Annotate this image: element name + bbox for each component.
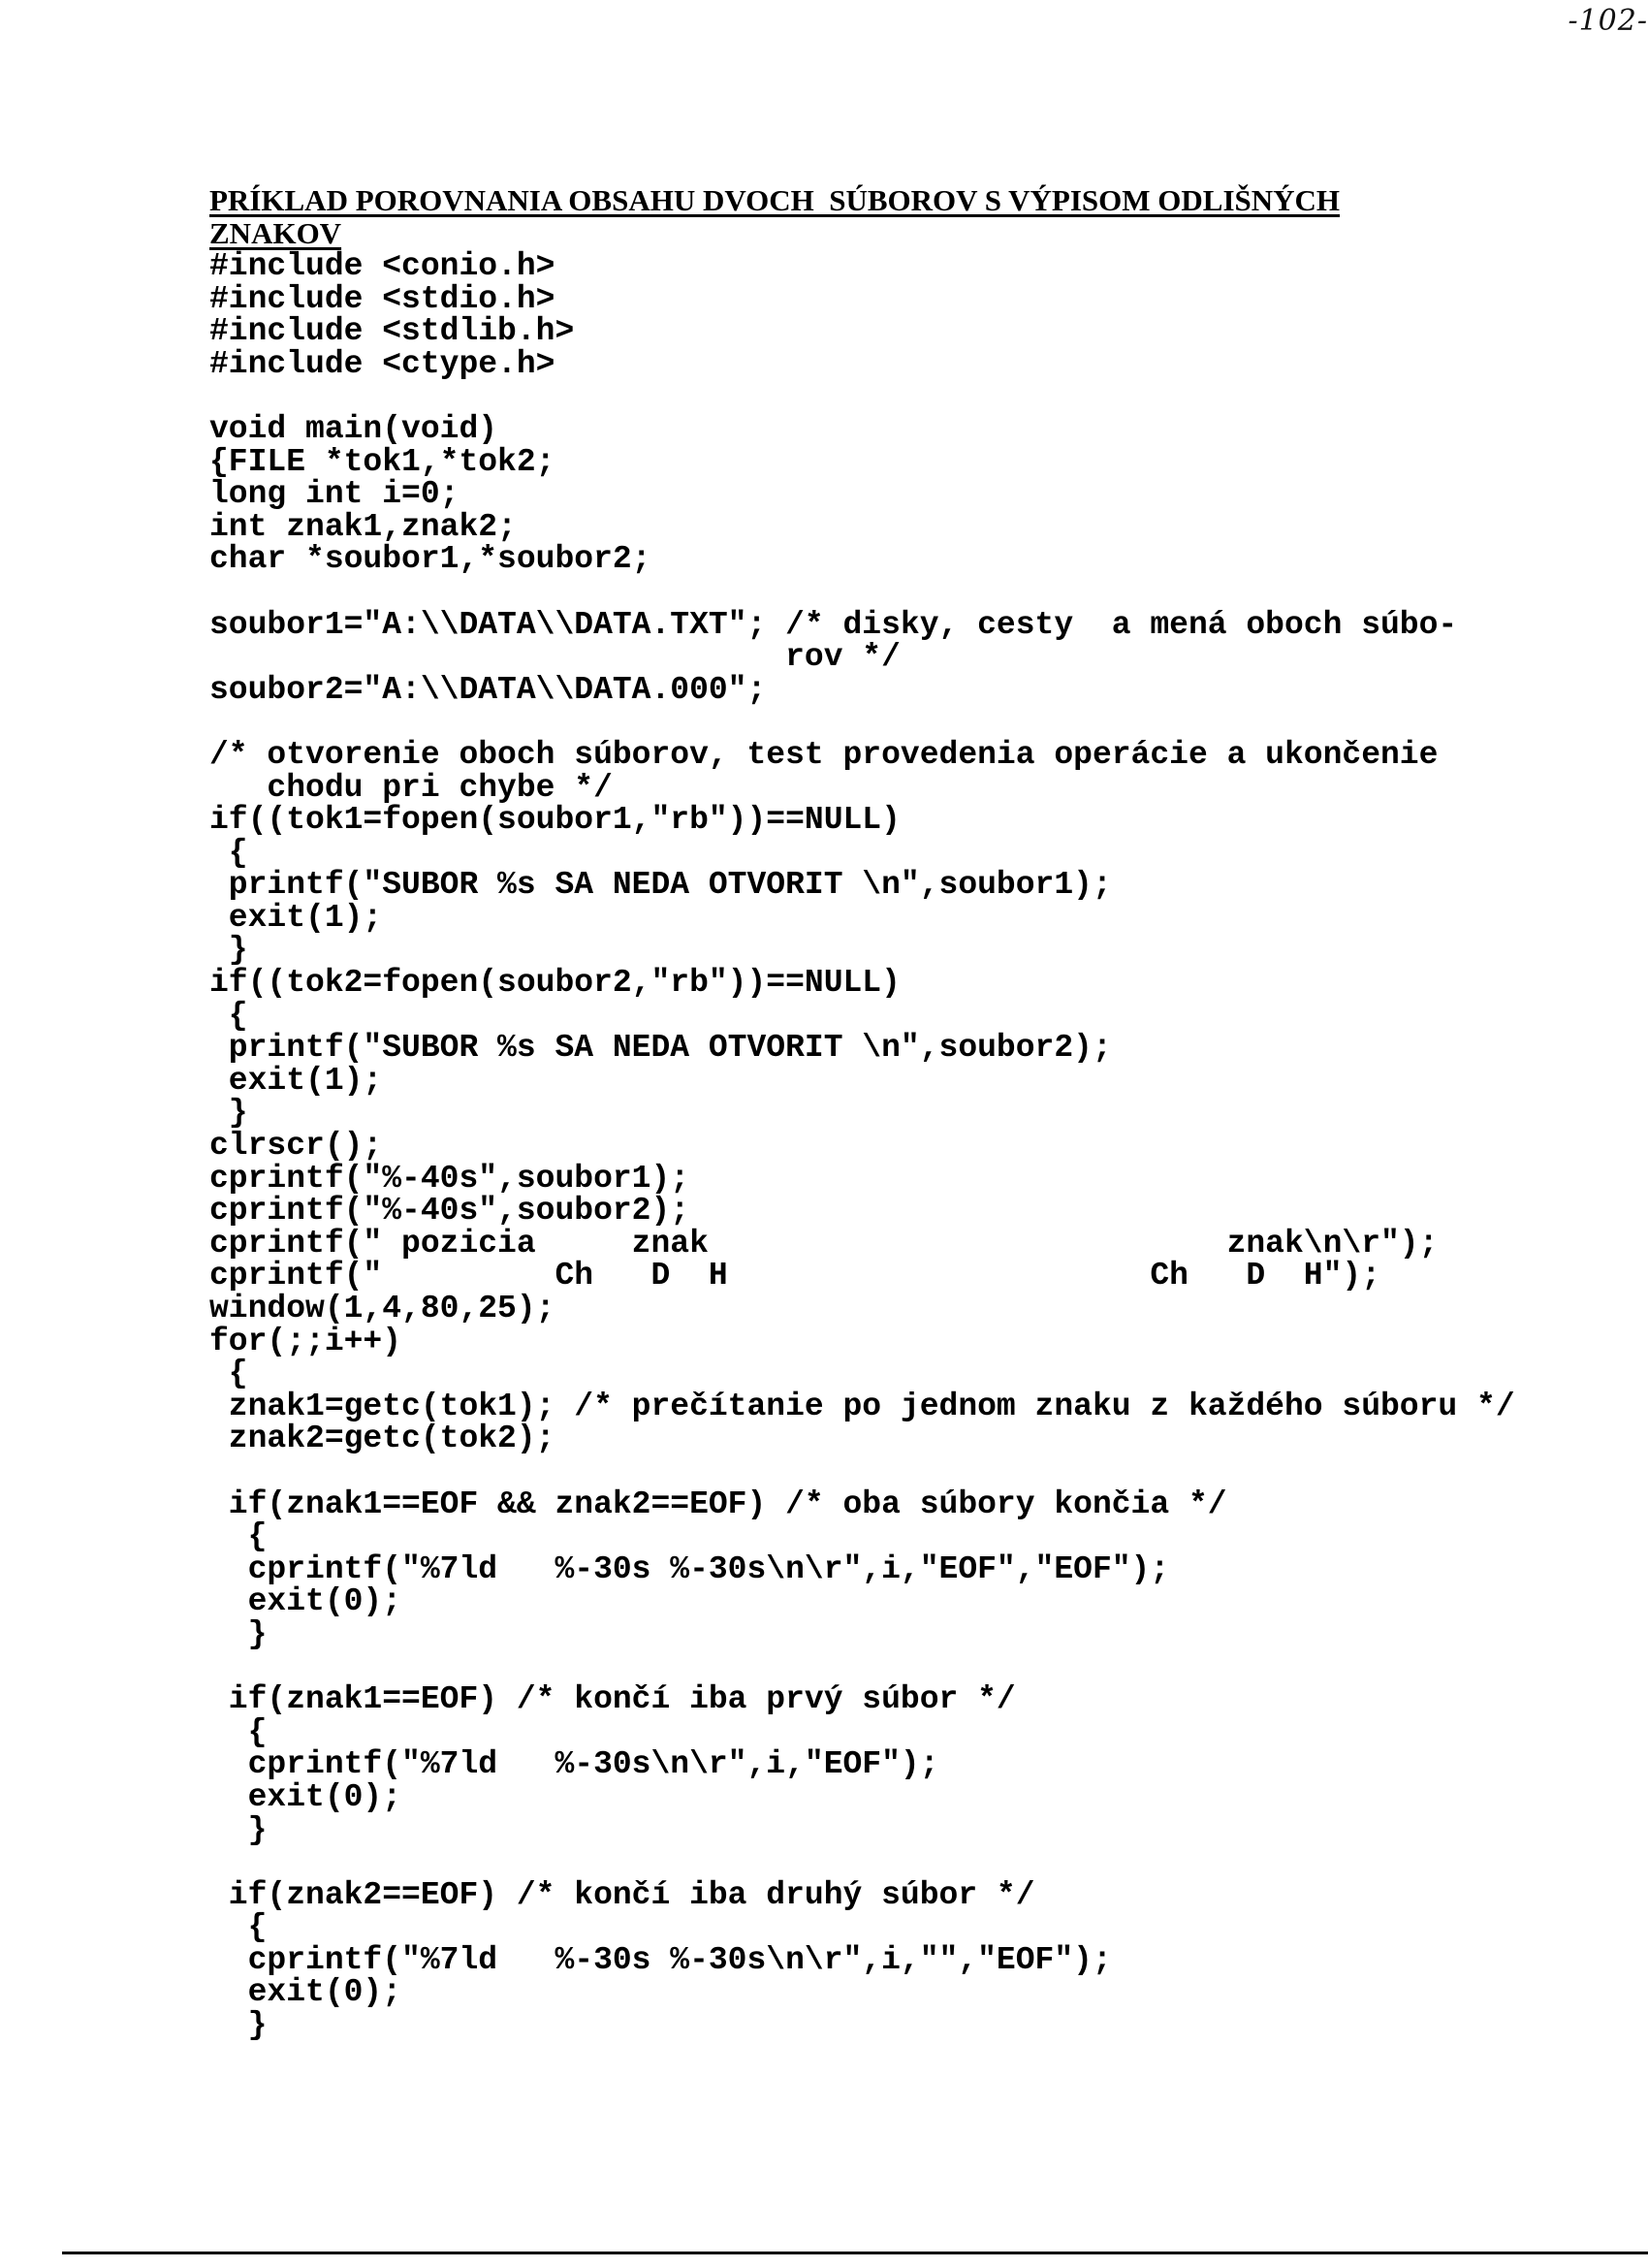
code-line: } bbox=[209, 1095, 248, 1132]
code-line: if(znak2==EOF) /* končí iba druhý súbor */ bbox=[209, 1876, 1035, 1913]
code-line: { bbox=[209, 1356, 248, 1392]
code-line: { bbox=[209, 1518, 268, 1555]
code-line: { bbox=[209, 997, 248, 1034]
code-line: #include <stdio.h> bbox=[209, 280, 555, 317]
code-line: } bbox=[209, 1615, 268, 1652]
code-line: soubor2="A:\\DATA\\DATA.000"; bbox=[209, 671, 767, 708]
code-line: if(znak1==EOF) /* končí iba prvý súbor */ bbox=[209, 1681, 1016, 1718]
document-title bbox=[209, 184, 1489, 250]
code-line: cprintf("%-40s",soubor1); bbox=[209, 1160, 690, 1197]
code-line: #include <stdlib.h> bbox=[209, 313, 575, 350]
title-line: ZNAKOV bbox=[209, 216, 342, 250]
code-line: soubor1="A:\\DATA\\DATA.TXT"; /* disky, cesty a mená oboch súbo- bbox=[209, 606, 1458, 643]
code-line: #include <ctype.h> bbox=[209, 345, 555, 382]
code-line: if((tok1=fopen(soubor1,"rb"))==NULL) bbox=[209, 802, 901, 839]
code-line: int znak1,znak2; bbox=[209, 508, 517, 545]
code-line: cprintf("%-40s",soubor2); bbox=[209, 1193, 690, 1230]
code-line: window(1,4,80,25); bbox=[209, 1291, 555, 1326]
code-line: exit(0); bbox=[209, 1583, 402, 1620]
code-line: clrscr(); bbox=[209, 1128, 383, 1165]
code-line: exit(1); bbox=[209, 899, 383, 936]
code-line: cprintf(" Ch D H Ch D H"); bbox=[209, 1258, 1380, 1294]
bottom-rule bbox=[62, 2252, 1648, 2254]
code-line: rov */ bbox=[209, 639, 901, 676]
code-listing bbox=[209, 250, 1515, 2042]
code-line: cprintf("%7ld %-30s\n\r",i,"EOF"); bbox=[209, 1746, 939, 1783]
code-line: znak1=getc(tok1); /* prečítanie po jednom znaku z každého súboru */ bbox=[209, 1388, 1515, 1424]
code-line: cprintf("%7ld %-30s %-30s\n\r",i,"","EOF"); bbox=[209, 1941, 1112, 1978]
code-line: } bbox=[209, 932, 248, 969]
code-line: { bbox=[209, 1713, 268, 1750]
code-line: exit(0); bbox=[209, 1778, 402, 1815]
code-line: exit(0); bbox=[209, 1974, 402, 2011]
code-line: } bbox=[209, 2007, 268, 2044]
code-line: if(znak1==EOF && znak2==EOF) /* oba súbory končia */ bbox=[209, 1485, 1227, 1522]
code-line: } bbox=[209, 1811, 268, 1848]
code-line: znak2=getc(tok2); bbox=[209, 1421, 555, 1457]
code-line: long int i=0; bbox=[209, 476, 460, 513]
title-line: PRÍKLAD POROVNANIA OBSAHU DVOCH SÚBOROV S VÝPISOM ODLIŠNÝCH bbox=[209, 183, 1341, 217]
code-line: { bbox=[209, 834, 248, 871]
code-line: char *soubor1,*soubor2; bbox=[209, 541, 651, 578]
code-line: for(;;i++) bbox=[209, 1323, 402, 1359]
code-line: void main(void) bbox=[209, 410, 498, 447]
code-line: cprintf("%7ld %-30s %-30s\n\r",i,"EOF","EOF"); bbox=[209, 1550, 1170, 1587]
code-line: {FILE *tok1,*tok2; bbox=[209, 443, 555, 480]
code-line: { bbox=[209, 1909, 268, 1946]
code-line: #include <conio.h> bbox=[209, 248, 555, 284]
code-line: cprintf(" pozicia znak znak\n\r"); bbox=[209, 1225, 1439, 1262]
code-line: /* otvorenie oboch súborov, test provedenia operácie a ukončenie bbox=[209, 736, 1439, 773]
code-line: if((tok2=fopen(soubor2,"rb"))==NULL) bbox=[209, 965, 901, 1002]
code-line: exit(1); bbox=[209, 1062, 383, 1099]
code-line: chodu pri chybe */ bbox=[209, 769, 613, 806]
code-line: printf("SUBOR %s SA NEDA OTVORIT \n",soubor1); bbox=[209, 867, 1112, 904]
page-number: -102- bbox=[1568, 4, 1648, 38]
code-line: printf("SUBOR %s SA NEDA OTVORIT \n",soubor2); bbox=[209, 1030, 1112, 1067]
